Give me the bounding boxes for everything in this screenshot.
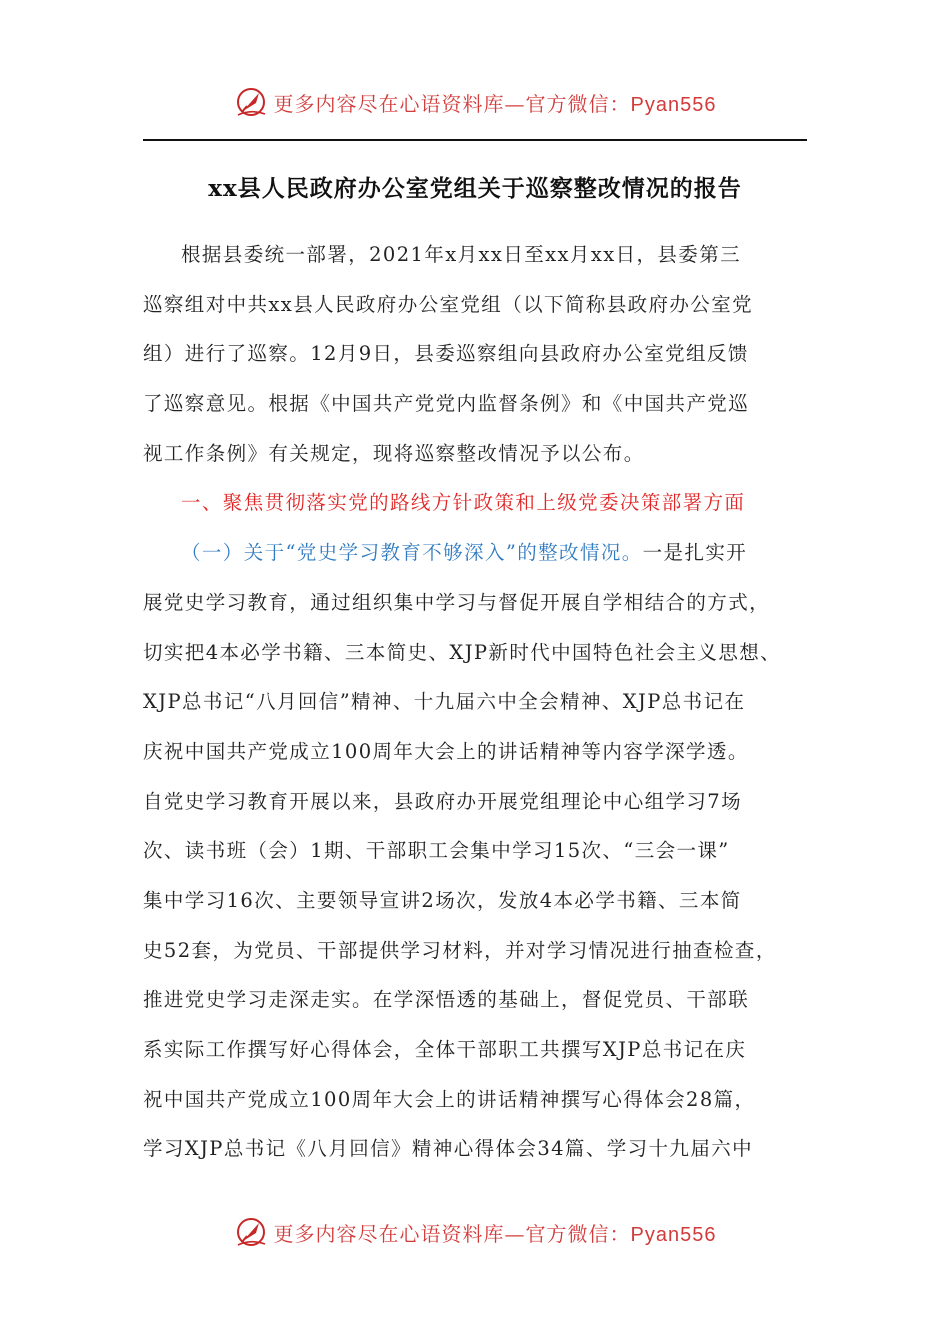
quill-logo-icon: [234, 85, 268, 119]
body-line: 自党史学习教育开展以来，县政府办开展党组理论中心组学习7场: [143, 789, 743, 813]
wechat-id: Pyan556: [630, 93, 717, 116]
subheading: （一）关于“党史学习教育不够深入”的整改情况。: [181, 541, 643, 565]
body-line: 推进党史学习走深走实。在学深悟透的基础上，督促党员、干部联: [143, 988, 750, 1012]
body-line: 视工作条例》有关规定，现将巡察整改情况予以公布。: [143, 441, 645, 465]
body-line: 根据县委统一部署，2021年x月xx日至xx月xx日，县委第三: [181, 243, 742, 266]
subheading-tail: 一是扎实开: [642, 541, 748, 565]
body-line: 学习XJP总书记《八月回信》精神心得体会34篇、学习十九届六中: [143, 1137, 754, 1161]
body-line: 祝中国共产党成立100周年大会上的讲话精神撰写心得体会28篇，: [143, 1087, 756, 1111]
banner-text: 更多内容尽在心语资料库—官方微信：Pyan556: [273, 91, 717, 116]
body-line: 展党史学习教育，通过组织集中学习与督促开展自学相结合的方式，: [143, 590, 771, 614]
body-line: 次、读书班（会）1期、干部职工会集中学习15次、“三会一课”: [143, 839, 730, 863]
banner-text: 更多内容尽在心语资料库—官方微信：Pyan556: [273, 1221, 717, 1246]
footer-banner: [0, 1210, 950, 1254]
body-line: 集中学习16次、主要领导宣讲2场次，发放4本必学书籍、三本简: [143, 888, 742, 912]
section-heading: 一、聚焦贯彻落实党的路线方针政策和上级党委决策部署方面: [181, 491, 746, 515]
body-line: 系实际工作撰写好心得体会，全体干部职工共撰写XJP总书记在庆: [143, 1038, 747, 1061]
document-body: [143, 230, 807, 1174]
body-line: 组）进行了巡察。12月9日，县委巡察组向县政府办公室党组反馈: [143, 342, 749, 366]
header-divider: [143, 139, 807, 141]
header-banner: [0, 80, 950, 124]
wechat-id: Pyan556: [630, 1223, 717, 1246]
body-line: 史52套，为党员、干部提供学习材料，并对学习情况进行抽查检查，: [143, 938, 777, 962]
body-line: 巡察组对中共xx县人民政府办公室党组（以下简称县政府办公室党: [143, 292, 753, 316]
body-line: 了巡察意见。根据《中国共产党党内监督条例》和《中国共产党巡: [143, 392, 750, 416]
quill-logo-icon: [234, 1215, 268, 1249]
body-line: 切实把4本必学书籍、三本简史、XJP新时代中国特色社会主义思想、: [143, 640, 782, 664]
body-line: 庆祝中国共产党成立100周年大会上的讲话精神等内容学深学透。: [143, 739, 749, 763]
document-title: xx县人民政府办公室党组关于巡察整改情况的报告: [208, 175, 742, 202]
subheading-line: [143, 528, 807, 578]
body-line: XJP总书记“八月回信”精神、十九届六中全会精神、XJP总书记在: [143, 690, 746, 714]
